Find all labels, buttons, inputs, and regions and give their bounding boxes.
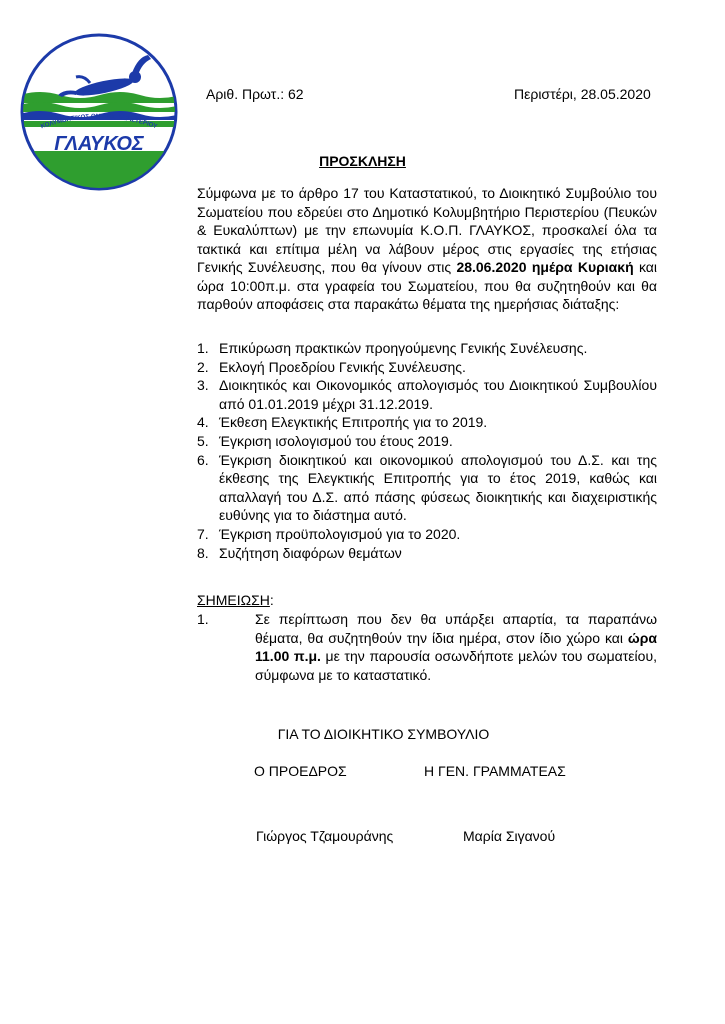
signature-heading: ΓΙΑ ΤΟ ΔΙΟΙΚΗΤΙΚΟ ΣΥΜΒΟΥΛΙΟ	[277, 726, 490, 742]
logo-name: ΓΛΑΥΚΟΣ	[54, 133, 144, 155]
president-name: Γιώργος Τζαμουράνης	[256, 828, 394, 844]
list-item: 2. Εκλογή Προεδρίου Γενικής Συνέλευσης.	[197, 358, 466, 375]
note-item: 1. Σε περίπτωση που δεν θα υπάρξει απαρτία, τα παραπάνω θέματα, θα συζητηθούν την ίδια ημέρα, στον ίδιο χώρο και ώρα 11.00 π.μ. με την παρουσία οσωνδήποτε μελών του σωματείου, σύμφωνα με το καταστατικό.	[197, 611, 657, 683]
list-item: 5. Έγκριση ισολογισμού του έτους 2019.	[197, 432, 453, 449]
secretary-name: Μαρία Σιγανού	[463, 828, 556, 844]
note-label: ΣΗΜΕΙΩΣΗ:	[197, 592, 274, 608]
protocol-number: Αριθ. Πρωτ.: 62	[206, 86, 304, 102]
place-date: Περιστέρι, 28.05.2020	[514, 86, 651, 102]
agenda-list	[197, 339, 657, 562]
president-title: Ο ΠΡΟΕΔΡΟΣ	[254, 763, 347, 779]
list-item: 4. Έκθεση Ελεγκτικής Επιτροπής για το 2019.	[197, 414, 488, 431]
note-time: ώρα 11.00 π.μ.	[255, 629, 657, 664]
logo-arc-text: ΚΟΛΥΜΒΗΤΙΚΟΣ ΟΜΙΛΟΣ ΠΕΡΙΣΤΕΡΙΟΥ	[39, 112, 159, 131]
intro-paragraph: Σύμφωνα με το άρθρο 17 του Καταστατικού, το Διοικητικό Συμβούλιο του Σωματείου που εδρεύει στο Δημοτικό Κολυμβητήριο Περιστερίου (Πευκών & Ευκαλύπτων) με την επωνυμία Κ.Ο.Π. ΓΛΑΥΚΟΣ, προσκαλεί όλα τα τακτικά και επίτιμα μέλη να λάβουν μέρος στις εργασίες της ετήσιας Γενικής Συνέλευσης, που θα γίνουν στις 28.06.2020 ημέρα Κυριακή και ώρα 10:00π.μ. στα γραφεία του Σωματείου, που θα συζητηθούν και θα παρθούν αποφάσεις στα παρακάτω θέματα της ημερήσιας διάταξης:	[197, 185, 657, 312]
list-item: 3. Διοικητικός και Οικονομικός απολογισμός του Διοικητικού Συμβουλίου από 01.01.2019 μέχρι 31.12.2019.	[197, 377, 657, 412]
secretary-title: Η ΓΕΝ. ΓΡΑΜΜΑΤΕΑΣ	[424, 763, 566, 779]
list-item: 8. Συζήτηση διαφόρων θεμάτων	[197, 544, 402, 561]
list-item: 7. Έγκριση προϋπολογισμού για το 2020.	[197, 525, 461, 542]
list-item: 1. Επικύρωση πρακτικών προηγούμενης Γενικής Συνέλευσης.	[197, 340, 588, 356]
meeting-date: 28.06.2020 ημέρα Κυριακή	[456, 259, 634, 275]
list-item: 6. Έγκριση διοικητικού και οικονομικού απολογισμού του Δ.Σ. και της έκθεσης της Ελεγκτικής Επιτροπής για το έτος 2019, καθώς και απαλλαγή του Δ.Σ. από πάσης φύσεως διοικητικής και διαχειριστικής ευθύνης για το διάστημα αυτό.	[197, 451, 657, 524]
document-title: ΠΡΟΣΚΛΗΣΗ	[319, 153, 406, 169]
